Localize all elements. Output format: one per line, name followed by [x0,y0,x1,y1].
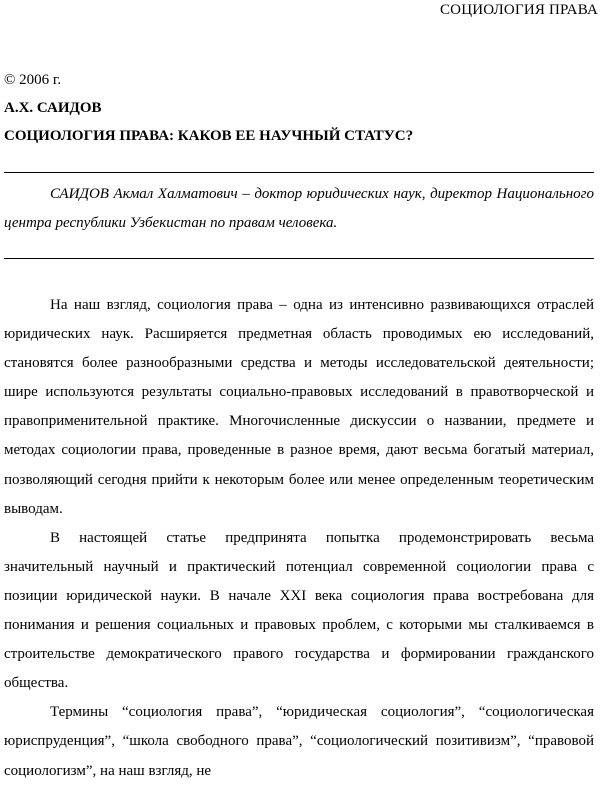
paragraph-1: На наш взгляд, социология права – одна из интенсивно развивающихся отраслей юридических наук. Расширяется предметная область проводимых ею исследований, становятся более разнообразными средства и методы исследовательской деятельности; шире используются результаты социально-правовых исследований в правотворческой и правоприменительной практике. Многочисленные дискуссии о названии, предмете и методах социологии права, проведенные в разное время, дают весьма богатый материал, позволяющий сегодня прийти к некоторым более или менее определенным теоретическим выводам. [4,297,594,517]
divider-top [4,172,594,173]
paragraph-3: Термины “социология права”, “юридическая социология”, “социологическая юриспруденция”, “школа свободного права”, “социологический позитивизм”, “правовой социологизм”, на наш взгляд, не [4,704,594,779]
article-title: СОЦИОЛОГИЯ ПРАВА: КАКОВ ЕЕ НАУЧНЫЙ СТАТУС? [4,128,414,144]
copyright-line: © 2006 г. [4,72,62,88]
author-info: САИДОВ Акмал Халматович – доктор юридических наук, директор Национального центра республики Узбекистан по правам человека. [4,186,594,231]
author-name: А.Х. САИДОВ [4,100,102,116]
paragraph-2: В настоящей статье предпринята попытка продемонстрировать весьма значительный научный и практический потенциал современной социологии права с позиции юридической науки. В начале XXI века социология права востребована для понимания и решения социальных и правовых проблем, с которыми мы сталкиваемся в строительстве демократического правого государства и формировании гражданского общества. [4,529,594,692]
running-header: СОЦИОЛОГИЯ ПРАВА [439,2,598,18]
article-body [4,291,594,786]
divider-bottom [4,258,594,259]
